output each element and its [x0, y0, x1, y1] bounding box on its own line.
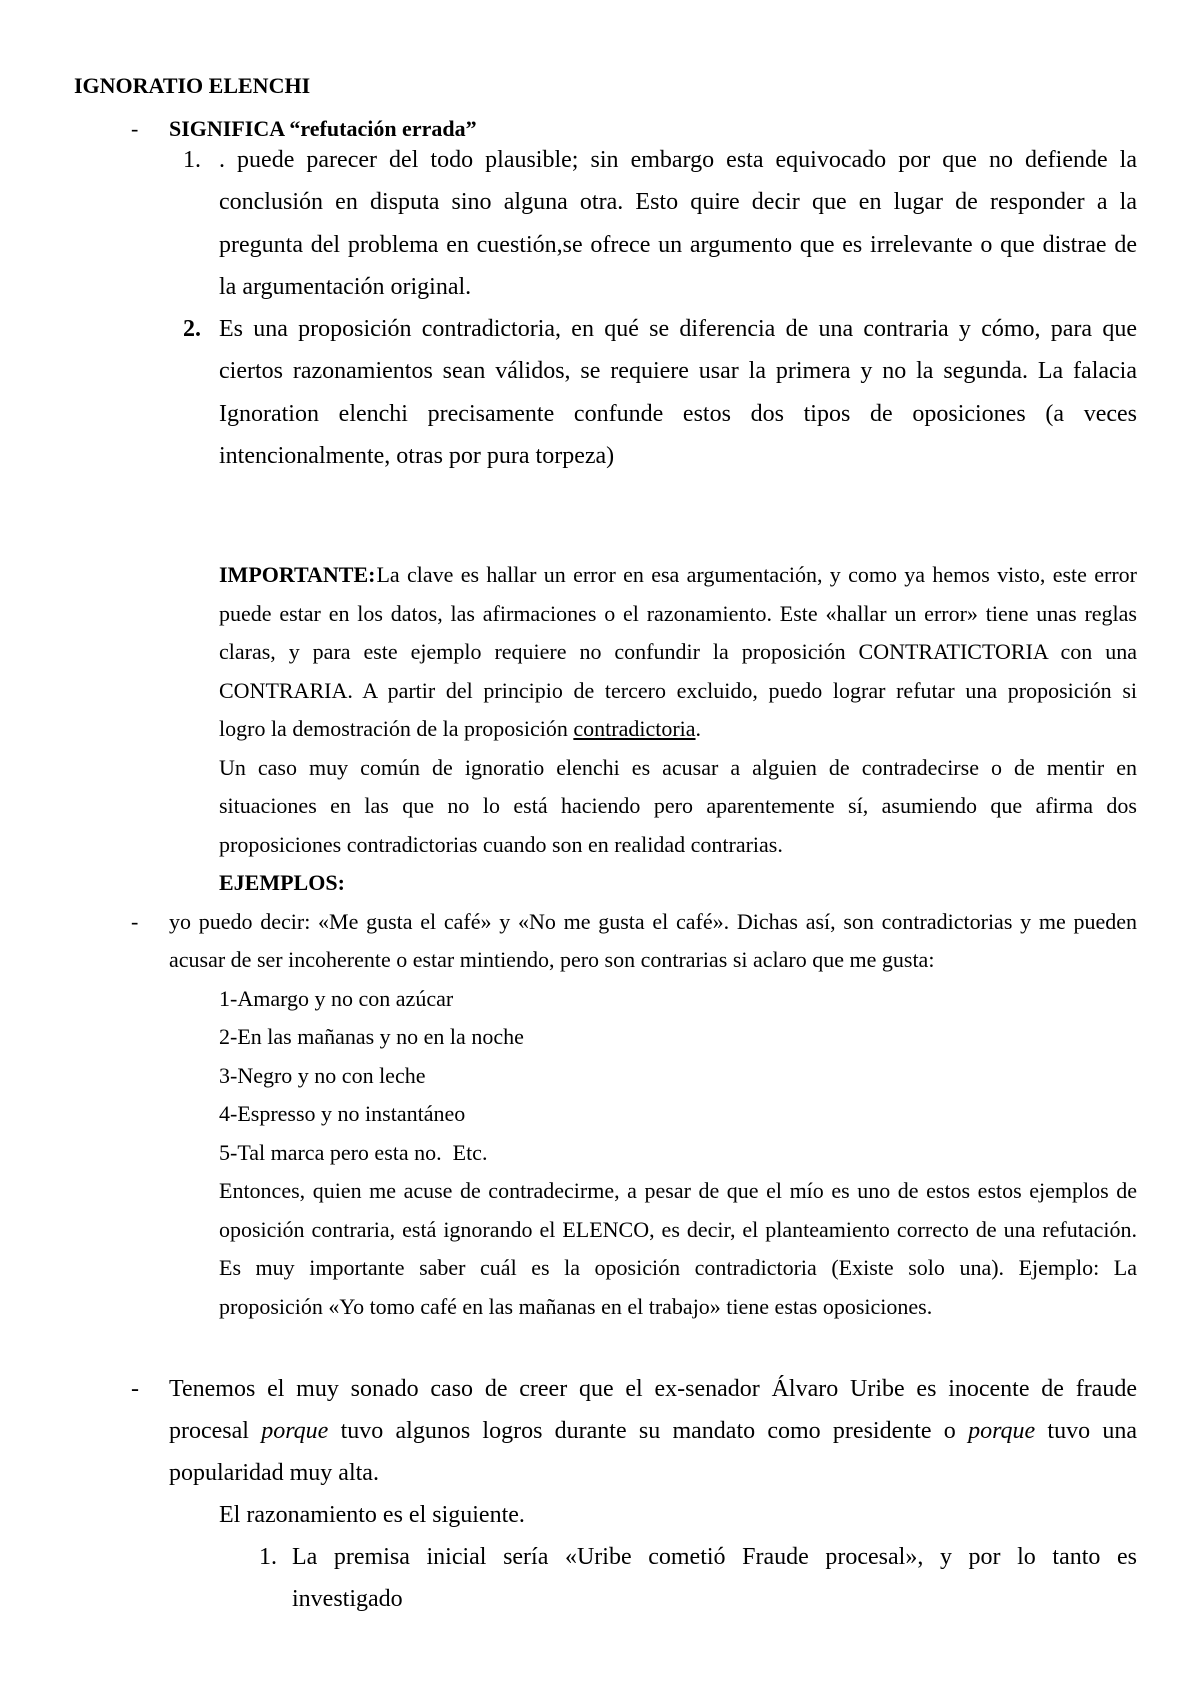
text-line: situaciones en las que no lo está haciendo pero aparentemente sí, asumiendo que afirma dos	[219, 793, 1137, 818]
bullet-text	[169, 1368, 1137, 1494]
significa-text: SIGNIFICA “refutación errada”	[169, 116, 477, 141]
uribe-bullet	[131, 1368, 1137, 1494]
ejemplos-heading: EJEMPLOS:	[219, 870, 345, 895]
reasoning-intro: El razonamiento es el siguiente.	[219, 1502, 525, 1528]
importante-label: IMPORTANTE:	[219, 562, 376, 587]
text-line: oposición contraria, está ignorando el ELENCO, es decir, el planteamiento correcto de una refutación.	[219, 1216, 1137, 1242]
text-line	[219, 710, 1137, 749]
text-line: Entonces, quien me acuse de contradecirme, a pesar de que el mío es uno de estos estos ejemplos de	[219, 1178, 1137, 1203]
underlined-word: contradictoria	[573, 716, 696, 741]
text-line: claras, y para este ejemplo requiere no confundir la proposición CONTRATICTORIA con una	[219, 639, 1137, 664]
italic-word: porque	[261, 1418, 329, 1444]
document-title: IGNORATIO ELENCHI	[74, 73, 311, 98]
text-line: investigado	[292, 1586, 403, 1612]
step-text	[292, 1536, 1137, 1620]
text-line: proposición «Yo tomo café en las mañanas en el trabajo» tiene estas oposiciones.	[219, 1293, 933, 1319]
list-item-1	[183, 139, 1137, 308]
text-line: La premisa inicial sería «Uribe cometió Fraude procesal», y por lo tanto es	[292, 1544, 1137, 1570]
text-line: puede estar en los datos, las afirmaciones o el razonamiento. Este «hallar un error» tiene unas reglas	[219, 600, 1137, 626]
text-line: Tenemos el muy sonado caso de creer que el ex-senador Álvaro Uribe es inocente de fraude	[169, 1376, 1137, 1402]
text-line: yo puedo decir: «Me gusta el café» y «No me gusta el café». Dichas así, son contradictorias y me pueden	[169, 908, 1137, 934]
text-line: Es una proposición contradictoria, en qué se diferencia de una contraria y cómo, para que	[219, 316, 1137, 343]
text-line: ciertos razonamientos sean válidos, se requiere usar la primera y no la segunda. La falacia	[219, 358, 1137, 385]
text-segment: procesal	[169, 1418, 262, 1444]
italic-word: porque	[968, 1418, 1036, 1444]
text-segment: tuvo algunos logros durante su mandato como presidente o	[328, 1418, 969, 1444]
bullet-dash: -	[131, 1376, 139, 1402]
ejemplo-item: 1-Amargo y no con azúcar	[219, 985, 454, 1011]
text-line	[169, 1410, 1137, 1452]
item-text	[219, 308, 1137, 477]
step-number: 1.	[259, 1544, 277, 1570]
text-line: Es muy importante saber cuál es la oposición contradictoria (Existe solo una). Ejemplo: La	[219, 1255, 1137, 1280]
text-line: conclusión en disputa sino alguna otra. Esto quire decir que en lugar de responder a la	[219, 189, 1137, 216]
ejemplo-item: 4-Espresso y no instantáneo	[219, 1101, 466, 1126]
numbered-list	[183, 139, 1137, 477]
uribe-section	[131, 1368, 1137, 1620]
ejemplo-item: 3-Negro y no con leche	[219, 1062, 426, 1088]
bullet-dash: -	[131, 908, 139, 934]
bullet-text	[169, 903, 1137, 980]
bullet-dash: -	[131, 116, 139, 141]
ejemplo-item: 5-Tal marca pero esta no. Etc.	[219, 1139, 488, 1165]
reasoning-step-1	[259, 1536, 1137, 1620]
text-line: la argumentación original.	[219, 273, 472, 300]
text-line: CONTRARIA. A partir del principio de tercero excluido, puedo lograr refutar una proposición si	[219, 677, 1137, 703]
item-number: 2.	[183, 316, 201, 343]
text-line: Ignoration elenchi precisamente confunde estos dos tipos de oposiciones (a veces	[219, 400, 1137, 427]
text-segment: tuvo una	[1035, 1418, 1137, 1444]
ejemplo-bullet	[131, 903, 1137, 980]
text-line: popularidad muy alta.	[169, 1460, 379, 1486]
text-segment: logro la demostración de la proposición	[219, 716, 574, 741]
item-text	[219, 139, 1137, 308]
item-number: 1.	[183, 147, 201, 173]
importante-section	[131, 556, 1137, 1326]
text-line: Un caso muy común de ignoratio elenchi es acusar a alguien de contradecirse o de mentir en	[219, 754, 1137, 780]
importante-line	[219, 556, 1137, 595]
text-line: proposiciones contradictorias cuando son en realidad contrarias.	[219, 831, 783, 857]
text-line: . puede parecer del todo plausible; sin embargo esta equivocado por que no defiende la	[219, 147, 1137, 173]
importante-text: La clave es hallar un error en esa argumentación, y como ya hemos visto, este error	[376, 562, 1137, 587]
text-line: intencionalmente, otras por pura torpeza)	[219, 443, 615, 470]
list-item-2	[183, 308, 1137, 477]
text-segment: .	[695, 716, 702, 741]
text-line: pregunta del problema en cuestión,se ofrece un argumento que es irrelevante o que distrae de	[219, 231, 1137, 258]
text-line: acusar de ser incoherente o estar mintiendo, pero son contrarias si aclaro que me gusta:	[169, 947, 935, 972]
ejemplo-item: 2-En las mañanas y no en la noche	[219, 1024, 524, 1049]
